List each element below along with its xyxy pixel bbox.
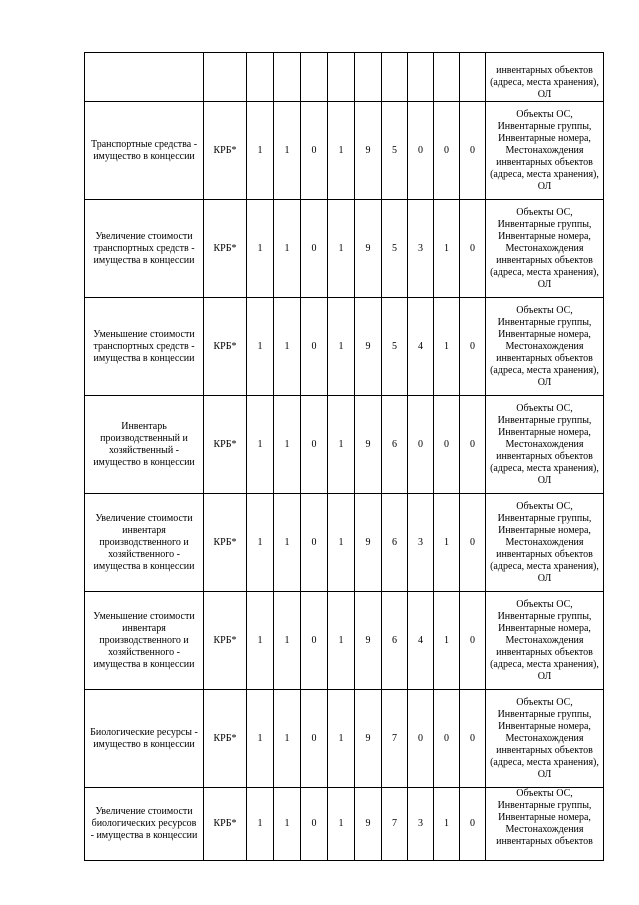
account-name-cell: Увеличение стоимости инвентаря производственного и хозяйственного - имущества в концессии [85, 494, 204, 592]
code-digit-cell: 9 [355, 396, 382, 494]
code-digit-cell: 0 [460, 788, 486, 861]
basis-cell: КРБ* [204, 298, 247, 396]
code-digit-cell: 9 [355, 592, 382, 690]
table-row [85, 788, 604, 861]
code-digit-cell: 0 [301, 494, 328, 592]
table-body [85, 53, 604, 861]
basis-cell [204, 53, 247, 102]
code-digit-cell [274, 53, 301, 102]
code-digit-cell: 6 [382, 396, 408, 494]
code-digit-cell [460, 53, 486, 102]
code-digit-cell: 1 [274, 494, 301, 592]
code-digit-cell: 0 [301, 396, 328, 494]
code-digit-cell: 1 [328, 396, 355, 494]
code-digit-cell: 0 [460, 690, 486, 788]
code-digit-cell: 0 [408, 102, 434, 200]
code-digit-cell [247, 53, 274, 102]
code-digit-cell: 7 [382, 788, 408, 861]
table-row [85, 396, 604, 494]
table-row [85, 592, 604, 690]
account-name-cell [85, 53, 204, 102]
code-digit-cell: 1 [274, 788, 301, 861]
code-digit-cell: 0 [460, 494, 486, 592]
code-digit-cell: 6 [382, 592, 408, 690]
basis-cell: КРБ* [204, 690, 247, 788]
account-name-cell: Уменьшение стоимости инвентаря производственного и хозяйственного - имущества в концессии [85, 592, 204, 690]
code-digit-cell: 1 [328, 788, 355, 861]
table-row [85, 298, 604, 396]
analytics-cell: Объекты ОС, Инвентарные группы, Инвентарные номера, Местонахождения инвентарных объектов [486, 788, 604, 861]
code-digit-cell: 0 [408, 396, 434, 494]
account-name-cell: Транспортные средства - имущество в концессии [85, 102, 204, 200]
table-row [85, 53, 604, 102]
code-digit-cell: 1 [247, 298, 274, 396]
code-digit-cell: 5 [382, 200, 408, 298]
code-digit-cell: 0 [434, 396, 460, 494]
basis-cell: КРБ* [204, 788, 247, 861]
code-digit-cell [301, 53, 328, 102]
code-digit-cell: 0 [460, 102, 486, 200]
basis-cell: КРБ* [204, 396, 247, 494]
code-digit-cell: 1 [328, 200, 355, 298]
code-digit-cell: 0 [460, 396, 486, 494]
analytics-cell: Объекты ОС, Инвентарные группы, Инвентарные номера, Местонахождения инвентарных объектов (адреса, места хранения), ОЛ [486, 592, 604, 690]
code-digit-cell: 9 [355, 690, 382, 788]
basis-cell: КРБ* [204, 102, 247, 200]
analytics-cell: Объекты ОС, Инвентарные группы, Инвентарные номера, Местонахождения инвентарных объектов (адреса, места хранения), ОЛ [486, 494, 604, 592]
code-digit-cell: 0 [434, 690, 460, 788]
table-row [85, 690, 604, 788]
code-digit-cell: 1 [434, 298, 460, 396]
code-digit-cell: 5 [382, 298, 408, 396]
table-row [85, 102, 604, 200]
account-codes-table [84, 52, 604, 861]
code-digit-cell: 0 [460, 298, 486, 396]
table-row [85, 494, 604, 592]
code-digit-cell: 1 [328, 592, 355, 690]
code-digit-cell: 0 [301, 200, 328, 298]
code-digit-cell: 1 [434, 494, 460, 592]
analytics-cell: Объекты ОС, Инвентарные группы, Инвентарные номера, Местонахождения инвентарных объектов (адреса, места хранения), ОЛ [486, 102, 604, 200]
code-digit-cell: 0 [301, 788, 328, 861]
code-digit-cell: 0 [301, 690, 328, 788]
code-digit-cell: 1 [274, 396, 301, 494]
code-digit-cell: 3 [408, 494, 434, 592]
code-digit-cell: 9 [355, 200, 382, 298]
analytics-cell: Объекты ОС, Инвентарные группы, Инвентарные номера, Местонахождения инвентарных объектов (адреса, места хранения), ОЛ [486, 200, 604, 298]
code-digit-cell: 1 [328, 102, 355, 200]
code-digit-cell: 4 [408, 592, 434, 690]
table-row [85, 200, 604, 298]
code-digit-cell: 1 [247, 788, 274, 861]
code-digit-cell: 6 [382, 494, 408, 592]
code-digit-cell: 1 [434, 592, 460, 690]
analytics-cell: инвентарных объектов (адреса, места хранения), ОЛ [486, 53, 604, 102]
analytics-cell: Объекты ОС, Инвентарные группы, Инвентарные номера, Местонахождения инвентарных объектов (адреса, места хранения), ОЛ [486, 690, 604, 788]
code-digit-cell: 1 [434, 788, 460, 861]
code-digit-cell [434, 53, 460, 102]
code-digit-cell: 3 [408, 200, 434, 298]
code-digit-cell: 9 [355, 102, 382, 200]
code-digit-cell: 0 [408, 690, 434, 788]
code-digit-cell: 1 [274, 298, 301, 396]
code-digit-cell: 1 [247, 102, 274, 200]
analytics-cell: Объекты ОС, Инвентарные группы, Инвентарные номера, Местонахождения инвентарных объектов (адреса, места хранения), ОЛ [486, 396, 604, 494]
code-digit-cell [355, 53, 382, 102]
code-digit-cell: 1 [434, 200, 460, 298]
code-digit-cell: 1 [247, 200, 274, 298]
code-digit-cell [408, 53, 434, 102]
code-digit-cell: 1 [274, 200, 301, 298]
code-digit-cell [328, 53, 355, 102]
basis-cell: КРБ* [204, 200, 247, 298]
code-digit-cell [382, 53, 408, 102]
basis-cell: КРБ* [204, 494, 247, 592]
code-digit-cell: 3 [408, 788, 434, 861]
code-digit-cell: 0 [460, 592, 486, 690]
account-name-cell: Инвентарь производственный и хозяйственный - имущество в концессии [85, 396, 204, 494]
code-digit-cell: 0 [460, 200, 486, 298]
code-digit-cell: 5 [382, 102, 408, 200]
code-digit-cell: 9 [355, 494, 382, 592]
code-digit-cell: 1 [328, 690, 355, 788]
code-digit-cell: 4 [408, 298, 434, 396]
code-digit-cell: 1 [328, 494, 355, 592]
account-name-cell: Биологические ресурсы - имущество в концессии [85, 690, 204, 788]
code-digit-cell: 7 [382, 690, 408, 788]
code-digit-cell: 1 [247, 592, 274, 690]
analytics-cell: Объекты ОС, Инвентарные группы, Инвентарные номера, Местонахождения инвентарных объектов (адреса, места хранения), ОЛ [486, 298, 604, 396]
account-name-cell: Уменьшение стоимости транспортных средств - имущества в концессии [85, 298, 204, 396]
code-digit-cell: 9 [355, 788, 382, 861]
code-digit-cell: 1 [247, 396, 274, 494]
account-name-cell: Увеличение стоимости биологических ресурсов - имущества в концессии [85, 788, 204, 861]
basis-cell: КРБ* [204, 592, 247, 690]
code-digit-cell: 0 [301, 592, 328, 690]
code-digit-cell: 1 [274, 690, 301, 788]
code-digit-cell: 1 [247, 690, 274, 788]
code-digit-cell: 0 [434, 102, 460, 200]
code-digit-cell: 1 [274, 592, 301, 690]
code-digit-cell: 1 [328, 298, 355, 396]
code-digit-cell: 1 [274, 102, 301, 200]
code-digit-cell: 1 [247, 494, 274, 592]
code-digit-cell: 9 [355, 298, 382, 396]
code-digit-cell: 0 [301, 102, 328, 200]
code-digit-cell: 0 [301, 298, 328, 396]
account-name-cell: Увеличение стоимости транспортных средств - имущества в концессии [85, 200, 204, 298]
